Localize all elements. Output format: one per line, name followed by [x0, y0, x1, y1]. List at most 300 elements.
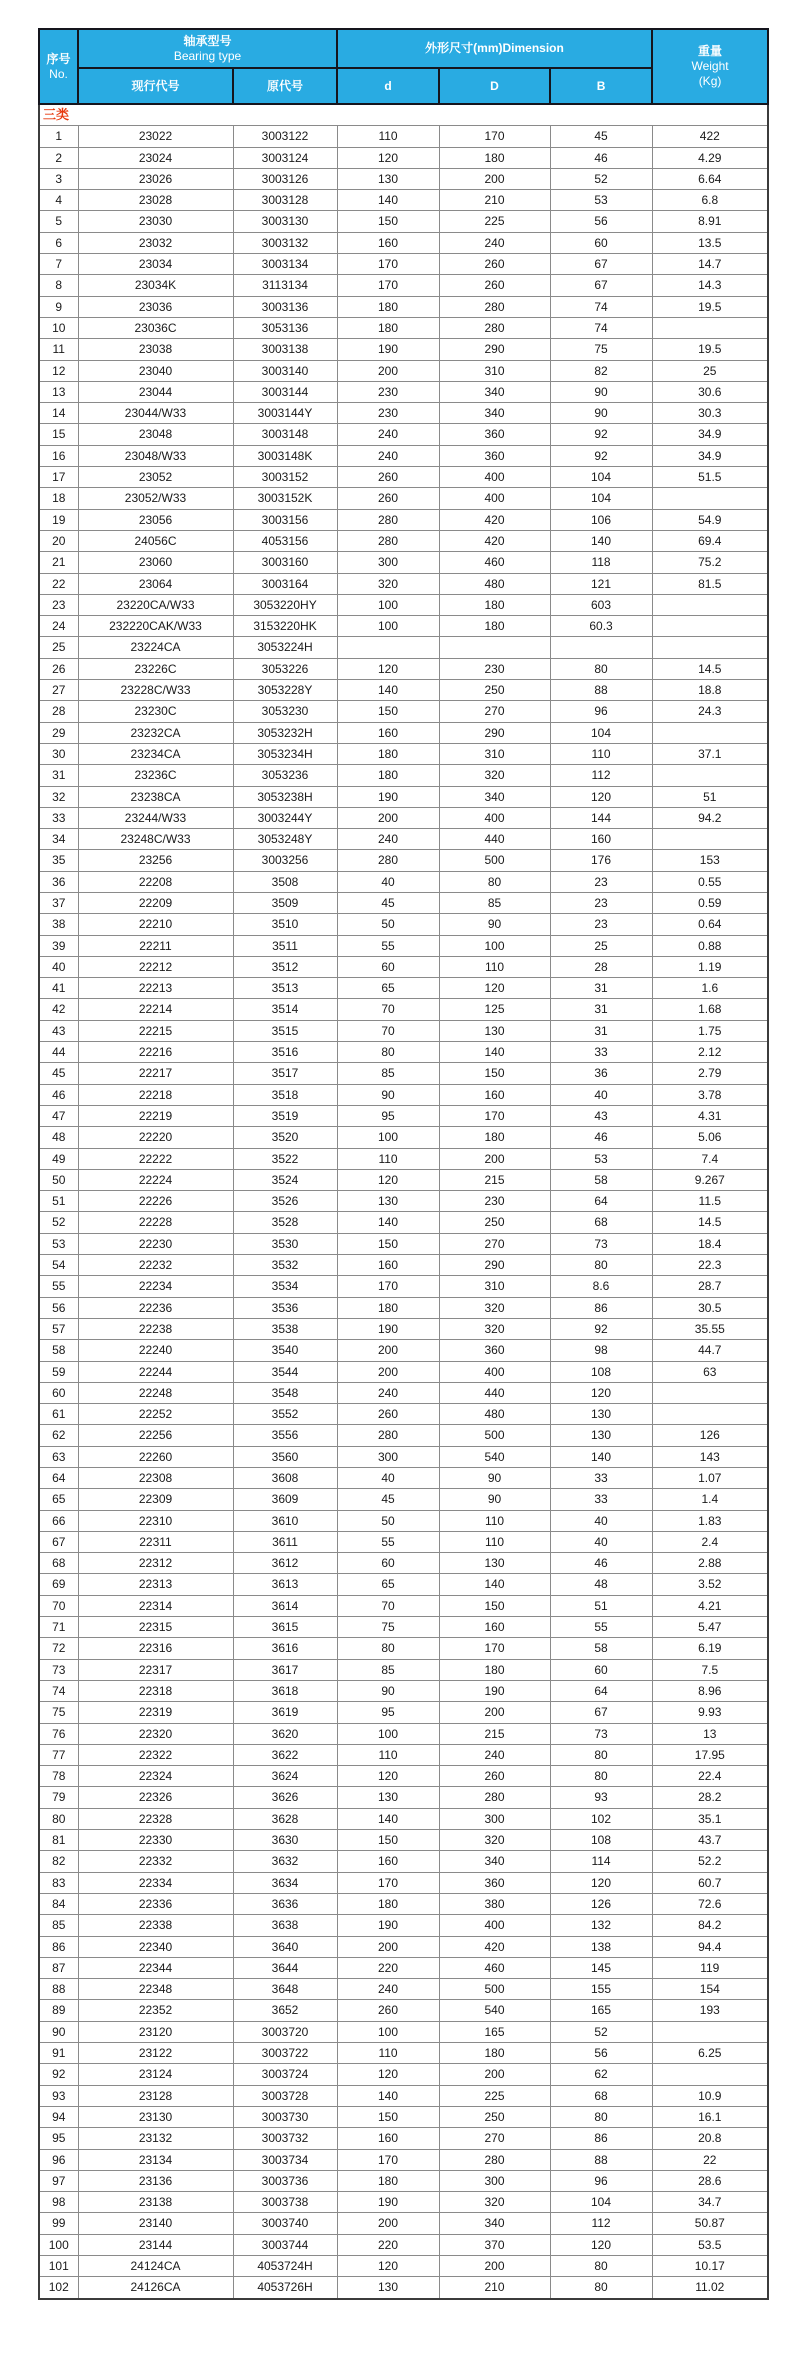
cell-current-code: 22236 [78, 1297, 233, 1318]
cell-B: 52 [550, 168, 652, 189]
cell-original-code: 3003724 [233, 2064, 337, 2085]
cell-D: 140 [439, 1574, 550, 1595]
cell-d: 260 [337, 467, 439, 488]
cell-D: 80 [439, 871, 550, 892]
cell-B: 130 [550, 1404, 652, 1425]
cell-no: 17 [39, 467, 78, 488]
cell-B: 121 [550, 573, 652, 594]
cell-original-code: 3619 [233, 1702, 337, 1723]
cell-weight: 4.31 [652, 1105, 768, 1126]
cell-no: 45 [39, 1063, 78, 1084]
table-row [39, 1893, 768, 1914]
table-row [39, 1127, 768, 1148]
cell-B: 73 [550, 1723, 652, 1744]
table-row [39, 1297, 768, 1318]
cell-D: 480 [439, 1404, 550, 1425]
cell-current-code: 23120 [78, 2021, 233, 2042]
cell-weight: 11.5 [652, 1191, 768, 1212]
cell-D: 540 [439, 2000, 550, 2021]
cell-D [439, 637, 550, 658]
cell-no: 89 [39, 2000, 78, 2021]
cell-d: 320 [337, 573, 439, 594]
cell-B: 112 [550, 765, 652, 786]
cell-weight: 81.5 [652, 573, 768, 594]
cell-current-code: 22228 [78, 1212, 233, 1233]
cell-no: 14 [39, 403, 78, 424]
cell-weight: 20.8 [652, 2128, 768, 2149]
table-row [39, 1808, 768, 1829]
cell-d: 120 [337, 2255, 439, 2276]
cell-D: 540 [439, 1446, 550, 1467]
cell-D: 180 [439, 147, 550, 168]
cell-original-code: 3003734 [233, 2149, 337, 2170]
cell-weight: 6.25 [652, 2043, 768, 2064]
cell-original-code: 3003740 [233, 2213, 337, 2234]
cell-d: 110 [337, 126, 439, 147]
table-row [39, 594, 768, 615]
table-row [39, 786, 768, 807]
cell-d: 180 [337, 317, 439, 338]
table-row [39, 1957, 768, 1978]
cell-D: 200 [439, 1702, 550, 1723]
cell-no: 80 [39, 1808, 78, 1829]
cell-D: 110 [439, 1510, 550, 1531]
cell-weight: 35.55 [652, 1318, 768, 1339]
cell-no: 60 [39, 1382, 78, 1403]
cell-d: 190 [337, 2192, 439, 2213]
table-row [39, 1084, 768, 1105]
cell-original-code: 3053248Y [233, 829, 337, 850]
table-row [39, 1553, 768, 1574]
cell-d: 100 [337, 2021, 439, 2042]
table-row [39, 2213, 768, 2234]
cell-B: 67 [550, 275, 652, 296]
cell-current-code: 23048/W33 [78, 445, 233, 466]
cell-original-code: 3053236 [233, 765, 337, 786]
table-row [39, 2106, 768, 2127]
cell-D: 320 [439, 2192, 550, 2213]
cell-no: 88 [39, 1979, 78, 2000]
cell-d: 150 [337, 1830, 439, 1851]
cell-D: 310 [439, 743, 550, 764]
cell-B: 51 [550, 1595, 652, 1616]
cell-weight [652, 1404, 768, 1425]
cell-original-code: 3534 [233, 1276, 337, 1297]
cell-no: 75 [39, 1702, 78, 1723]
cell-no: 58 [39, 1340, 78, 1361]
cell-original-code: 3515 [233, 1020, 337, 1041]
table-row [39, 168, 768, 189]
table-row [39, 956, 768, 977]
cell-D: 230 [439, 1191, 550, 1212]
cell-no: 25 [39, 637, 78, 658]
cell-B: 104 [550, 467, 652, 488]
cell-weight: 7.5 [652, 1659, 768, 1680]
cell-B: 25 [550, 935, 652, 956]
cell-no: 93 [39, 2085, 78, 2106]
cell-d: 260 [337, 2000, 439, 2021]
cell-B: 73 [550, 1233, 652, 1254]
cell-original-code: 3518 [233, 1084, 337, 1105]
cell-d: 300 [337, 552, 439, 573]
table-row [39, 211, 768, 232]
cell-no: 20 [39, 530, 78, 551]
cell-weight: 34.9 [652, 445, 768, 466]
cell-d: 95 [337, 1105, 439, 1126]
cell-current-code: 232220CAK/W33 [78, 616, 233, 637]
table-row [39, 1340, 768, 1361]
cell-no: 44 [39, 1042, 78, 1063]
cell-current-code: 22226 [78, 1191, 233, 1212]
cell-D: 320 [439, 1297, 550, 1318]
cell-original-code: 3626 [233, 1787, 337, 1808]
cell-current-code: 23036 [78, 296, 233, 317]
cell-current-code: 22238 [78, 1318, 233, 1339]
cell-original-code: 3638 [233, 1915, 337, 1936]
col-header-D: D [439, 68, 550, 104]
cell-weight: 5.47 [652, 1617, 768, 1638]
cell-B: 80 [550, 658, 652, 679]
cell-no: 29 [39, 722, 78, 743]
cell-weight: 153 [652, 850, 768, 871]
cell-original-code: 3003730 [233, 2106, 337, 2127]
cell-weight: 60.7 [652, 1872, 768, 1893]
cell-current-code: 23036C [78, 317, 233, 338]
cell-no: 13 [39, 381, 78, 402]
cell-no: 34 [39, 829, 78, 850]
table-row [39, 147, 768, 168]
cell-B: 40 [550, 1084, 652, 1105]
cell-B: 60 [550, 1659, 652, 1680]
cell-no: 9 [39, 296, 78, 317]
cell-D: 165 [439, 2021, 550, 2042]
table-row [39, 765, 768, 786]
cell-B: 75 [550, 339, 652, 360]
cell-B: 102 [550, 1808, 652, 1829]
cell-B: 36 [550, 1063, 652, 1084]
cell-weight: 1.68 [652, 999, 768, 1020]
cell-D: 210 [439, 190, 550, 211]
cell-original-code: 3003244Y [233, 807, 337, 828]
cell-B: 64 [550, 1191, 652, 1212]
cell-current-code: 23234CA [78, 743, 233, 764]
cell-d: 50 [337, 1510, 439, 1531]
cell-no: 83 [39, 1872, 78, 1893]
cell-original-code: 3153220HK [233, 616, 337, 637]
cell-original-code: 3003128 [233, 190, 337, 211]
cell-original-code: 3003722 [233, 2043, 337, 2064]
cell-no: 76 [39, 1723, 78, 1744]
cell-current-code: 24056C [78, 530, 233, 551]
cell-weight: 75.2 [652, 552, 768, 573]
table-row [39, 807, 768, 828]
cell-current-code: 23232CA [78, 722, 233, 743]
cell-current-code: 22309 [78, 1489, 233, 1510]
cell-no: 3 [39, 168, 78, 189]
cell-current-code: 23044 [78, 381, 233, 402]
cell-current-code: 23048 [78, 424, 233, 445]
cell-current-code: 23140 [78, 2213, 233, 2234]
cell-weight: 6.19 [652, 1638, 768, 1659]
cell-D: 180 [439, 2043, 550, 2064]
cell-current-code: 23256 [78, 850, 233, 871]
cell-original-code: 3053226 [233, 658, 337, 679]
cell-B: 53 [550, 1148, 652, 1169]
cell-B: 93 [550, 1787, 652, 1808]
table-row [39, 1361, 768, 1382]
table-body [39, 104, 768, 2299]
cell-D: 400 [439, 467, 550, 488]
cell-B: 120 [550, 1872, 652, 1893]
cell-no: 96 [39, 2149, 78, 2170]
cell-no: 26 [39, 658, 78, 679]
cell-original-code: 3053228Y [233, 680, 337, 701]
cell-no: 32 [39, 786, 78, 807]
cell-D: 160 [439, 1617, 550, 1638]
cell-d: 70 [337, 1020, 439, 1041]
cell-current-code: 22248 [78, 1382, 233, 1403]
cell-D: 480 [439, 573, 550, 594]
cell-B: 108 [550, 1830, 652, 1851]
cell-d: 190 [337, 1915, 439, 1936]
cell-d: 240 [337, 829, 439, 850]
cell-no: 65 [39, 1489, 78, 1510]
cell-B: 98 [550, 1340, 652, 1361]
cell-no: 24 [39, 616, 78, 637]
cell-weight: 0.55 [652, 871, 768, 892]
cell-current-code: 22311 [78, 1531, 233, 1552]
cell-B: 80 [550, 1766, 652, 1787]
cell-D: 90 [439, 1468, 550, 1489]
cell-original-code: 3544 [233, 1361, 337, 1382]
cell-B: 603 [550, 594, 652, 615]
col-header-original-code: 原代号 [233, 68, 337, 104]
cell-no: 97 [39, 2170, 78, 2191]
cell-no: 49 [39, 1148, 78, 1169]
cell-weight: 3.52 [652, 1574, 768, 1595]
cell-B: 92 [550, 445, 652, 466]
cell-no: 12 [39, 360, 78, 381]
cell-d: 260 [337, 1404, 439, 1425]
cell-no: 19 [39, 509, 78, 530]
cell-no: 87 [39, 1957, 78, 1978]
cell-D: 225 [439, 211, 550, 232]
cell-original-code: 3556 [233, 1425, 337, 1446]
cell-weight: 18.8 [652, 680, 768, 701]
cell-d: 75 [337, 1617, 439, 1638]
table-row [39, 1574, 768, 1595]
cell-current-code: 23134 [78, 2149, 233, 2170]
cell-current-code: 22224 [78, 1169, 233, 1190]
cell-D: 300 [439, 1808, 550, 1829]
cell-d: 180 [337, 765, 439, 786]
cell-current-code: 22210 [78, 914, 233, 935]
cell-original-code: 3536 [233, 1297, 337, 1318]
cell-weight: 14.5 [652, 1212, 768, 1233]
cell-no: 78 [39, 1766, 78, 1787]
bearing-spec-table [38, 28, 769, 2300]
cell-original-code: 3618 [233, 1680, 337, 1701]
cell-d: 280 [337, 509, 439, 530]
cell-weight: 193 [652, 2000, 768, 2021]
category-row [39, 104, 768, 126]
table-row [39, 1659, 768, 1680]
cell-d: 150 [337, 1233, 439, 1254]
cell-no: 91 [39, 2043, 78, 2064]
cell-weight: 10.9 [652, 2085, 768, 2106]
cell-no: 81 [39, 1830, 78, 1851]
cell-original-code: 3652 [233, 2000, 337, 2021]
cell-weight: 0.64 [652, 914, 768, 935]
table-row [39, 743, 768, 764]
cell-no: 74 [39, 1680, 78, 1701]
cell-weight: 94.4 [652, 1936, 768, 1957]
cell-no: 68 [39, 1553, 78, 1574]
cell-current-code: 23144 [78, 2234, 233, 2255]
cell-B: 46 [550, 1127, 652, 1148]
cell-D: 100 [439, 935, 550, 956]
cell-original-code: 3615 [233, 1617, 337, 1638]
table-row [39, 2021, 768, 2042]
cell-D: 180 [439, 1659, 550, 1680]
cell-D: 280 [439, 296, 550, 317]
cell-B: 28 [550, 956, 652, 977]
cell-current-code: 23052 [78, 467, 233, 488]
cell-no: 40 [39, 956, 78, 977]
cell-no: 64 [39, 1468, 78, 1489]
cell-d: 80 [337, 1638, 439, 1659]
cell-d: 280 [337, 850, 439, 871]
cell-no: 39 [39, 935, 78, 956]
table-row [39, 978, 768, 999]
cell-weight: 13.5 [652, 232, 768, 253]
cell-no: 43 [39, 1020, 78, 1041]
table-row [39, 701, 768, 722]
cell-original-code: 3003124 [233, 147, 337, 168]
cell-no: 50 [39, 1169, 78, 1190]
cell-D: 420 [439, 1936, 550, 1957]
cell-weight: 2.79 [652, 1063, 768, 1084]
cell-original-code: 3003130 [233, 211, 337, 232]
cell-no: 55 [39, 1276, 78, 1297]
table-row [39, 530, 768, 551]
cell-B: 140 [550, 530, 652, 551]
cell-d: 170 [337, 275, 439, 296]
cell-weight: 1.07 [652, 1468, 768, 1489]
table-row [39, 2000, 768, 2021]
cell-original-code: 3053220HY [233, 594, 337, 615]
cell-D: 370 [439, 2234, 550, 2255]
cell-current-code: 22326 [78, 1787, 233, 1808]
cell-current-code: 22216 [78, 1042, 233, 1063]
cell-D: 460 [439, 552, 550, 573]
cell-no: 22 [39, 573, 78, 594]
cell-d: 85 [337, 1659, 439, 1680]
cell-d: 150 [337, 211, 439, 232]
cell-B: 60 [550, 232, 652, 253]
cell-B: 23 [550, 914, 652, 935]
cell-D: 360 [439, 424, 550, 445]
cell-current-code: 23022 [78, 126, 233, 147]
cell-current-code: 23132 [78, 2128, 233, 2149]
table-row [39, 1148, 768, 1169]
cell-weight: 8.96 [652, 1680, 768, 1701]
cell-current-code: 22215 [78, 1020, 233, 1041]
cell-no: 31 [39, 765, 78, 786]
cell-weight: 28.7 [652, 1276, 768, 1297]
cell-D: 340 [439, 786, 550, 807]
cell-B: 110 [550, 743, 652, 764]
cell-B: 33 [550, 1489, 652, 1510]
cell-B [550, 637, 652, 658]
cell-current-code: 22315 [78, 1617, 233, 1638]
cell-original-code: 3003164 [233, 573, 337, 594]
cell-weight: 9.93 [652, 1702, 768, 1723]
cell-d: 50 [337, 914, 439, 935]
cell-d: 120 [337, 147, 439, 168]
table-row [39, 1042, 768, 1063]
cell-original-code: 3632 [233, 1851, 337, 1872]
cell-current-code: 22234 [78, 1276, 233, 1297]
cell-current-code: 23228C/W33 [78, 680, 233, 701]
cell-d: 160 [337, 1851, 439, 1872]
cell-d: 190 [337, 1318, 439, 1339]
cell-D: 190 [439, 1680, 550, 1701]
cell-B: 155 [550, 1979, 652, 2000]
cell-d: 60 [337, 956, 439, 977]
table-row [39, 2043, 768, 2064]
cell-weight: 25 [652, 360, 768, 381]
cell-weight: 44.7 [652, 1340, 768, 1361]
cell-current-code: 23130 [78, 2106, 233, 2127]
table-row [39, 1979, 768, 2000]
cell-no: 67 [39, 1531, 78, 1552]
cell-D: 180 [439, 1127, 550, 1148]
table-row [39, 658, 768, 679]
cell-B: 68 [550, 1212, 652, 1233]
cell-weight: 35.1 [652, 1808, 768, 1829]
cell-B: 56 [550, 211, 652, 232]
cell-d: 190 [337, 339, 439, 360]
cell-B: 58 [550, 1169, 652, 1190]
cell-current-code: 23032 [78, 232, 233, 253]
cell-no: 35 [39, 850, 78, 871]
cell-D: 500 [439, 1979, 550, 2000]
cell-no: 85 [39, 1915, 78, 1936]
cell-current-code: 22332 [78, 1851, 233, 1872]
cell-B: 104 [550, 722, 652, 743]
cell-B: 74 [550, 296, 652, 317]
cell-B: 138 [550, 1936, 652, 1957]
cell-original-code: 3538 [233, 1318, 337, 1339]
col-header-bearing-en: Bearing type [173, 48, 242, 63]
cell-weight: 84.2 [652, 1915, 768, 1936]
cell-B: 40 [550, 1531, 652, 1552]
cell-original-code: 3617 [233, 1659, 337, 1680]
cell-weight: 1.75 [652, 1020, 768, 1041]
category-label: 三类 [39, 104, 768, 126]
cell-original-code: 3524 [233, 1169, 337, 1190]
table-row [39, 1468, 768, 1489]
cell-original-code: 3552 [233, 1404, 337, 1425]
col-header-weight [652, 29, 768, 104]
cell-D: 130 [439, 1553, 550, 1574]
col-header-weight-unit: (Kg) [698, 74, 722, 88]
cell-original-code: 3003720 [233, 2021, 337, 2042]
col-header-bearing-type [78, 29, 337, 68]
cell-weight: 94.2 [652, 807, 768, 828]
cell-D: 250 [439, 1212, 550, 1233]
